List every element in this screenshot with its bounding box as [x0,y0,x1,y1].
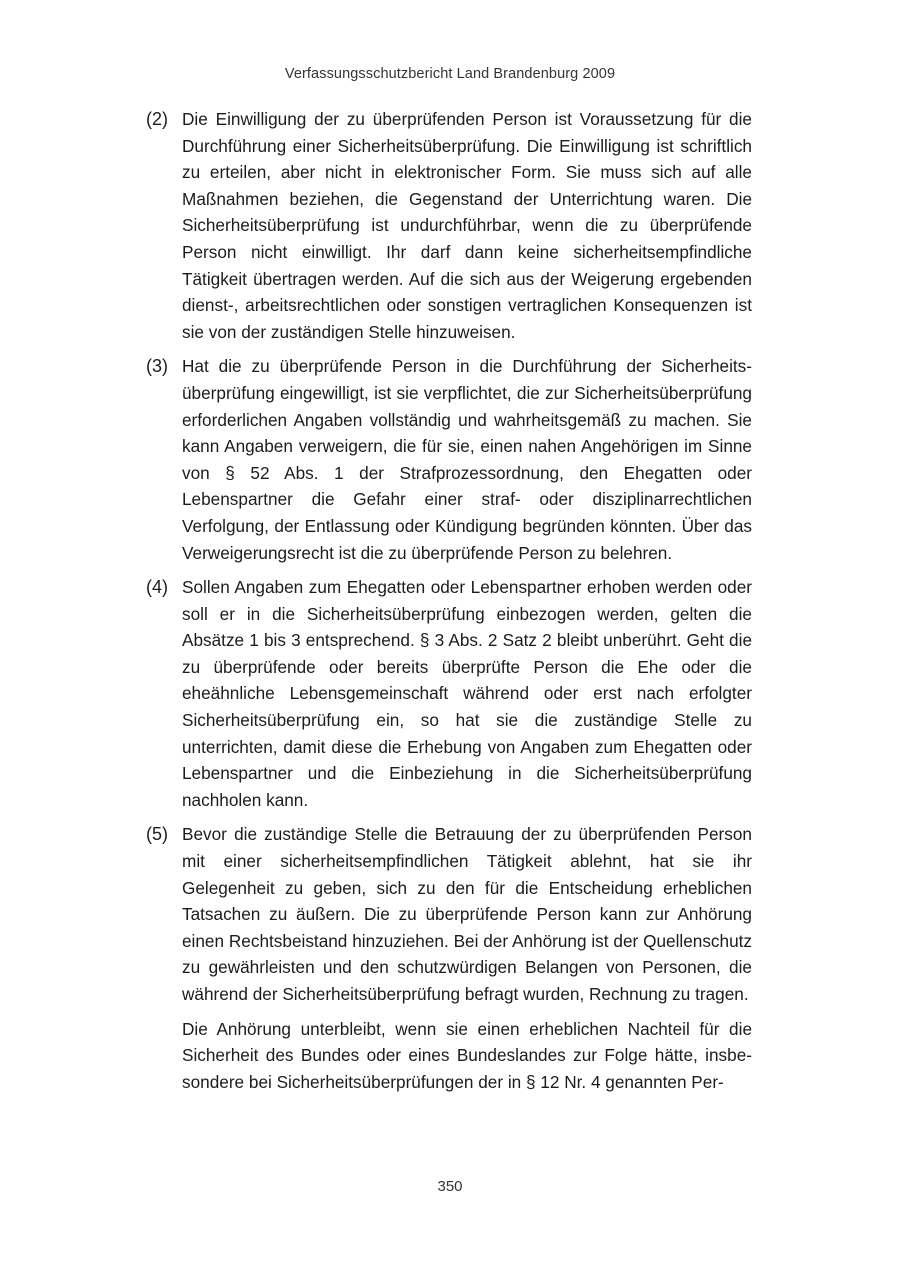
paragraph-text: Die Einwilligung der zu überprüfenden Person ist Voraussetzung für die Durchführung einer Sicherheitsüberprüfung. Die Einwilligung ist schriftlich zu erteilen, aber nicht in elektronischer Form. Sie muss sich auf alle Maßnahmen beziehen, die Gegenstand der Unterrichtung waren. Die Sicherheitsüberprüfung ist undurchführbar, wenn die zu überprüfende Person nicht einwilligt. Ihr darf dann keine sicherheitsempfindliche Tätigkeit übertragen werden. Auf die sich aus der Weigerung ergebenden dienst-, arbeitsrechtlichen oder sonstigen vertraglichen Konsequenzen ist sie von der zuständigen Stelle hinzuweisen. [182,109,752,342]
paragraph-number: (2) [146,109,168,129]
paragraph-number: (4) [146,577,168,598]
paragraph-number: (5) [146,824,168,845]
paragraph-5 [146,821,752,1007]
paragraph-text: Bevor die zuständige Stelle die Betrauung der zu überprüfenden Person mit einer sicherheitsempfindlichen Tätigkeit ablehnt, hat sie ihr Gelegenheit zu geben, sich zu den für die Entscheidung erheblichen Tatsachen zu äußern. Die zu überprüfende Person kann zur Anhörung einen Rechtsbeistand hinzuziehen. Bei der Anhörung ist der Quellenschutz zu gewährleisten und den schutzwürdigen Belangen von Personen, die während der Sicherheitsüberprüfung befragt wurden, Rechnung zu tragen. [182,824,752,1004]
paragraph-3 [146,353,752,566]
running-header: Verfassungsschutzbericht Land Brandenburg 2009 [284,66,616,82]
paragraph-text: Hat die zu überprüfende Person in die Durchführung der Sicherheitsüberprüfung eingewilligt, ist sie verpflichtet, die zur Sicherheitsüberprüfung erforderlichen Angaben vollständig und wahrheitsgemäß zu machen. Sie kann Angaben verweigern, die für sie, einen nahen Angehörigen im Sinne von § 52 Abs. 1 der Strafprozessordnung, den Ehegatten oder Lebenspartner die Gefahr einer straf- oder disziplinarrechtlichen Verfolgung, der Entlassung oder Kündigung begründen könnten. Über das Verweigerungsrecht ist die zu überprüfende Person zu belehren. [182,356,752,563]
paragraph-number: (3) [146,356,168,377]
paragraph-4 [146,574,752,813]
paragraph-5-continuation: Die Anhörung unterbleibt, wenn sie einen erheblichen Nachteil für die Sicherheit des Bundes oder eines Bundeslandes zur Folge hätte, insbesondere bei Sicherheitsüberprüfungen der in § 12 Nr. 4 genannten Per- [182,1018,752,1092]
document-body [146,106,752,1095]
paragraph-text: Sollen Angaben zum Ehegatten oder Lebenspartner erhoben werden oder soll er in die Sicherheitsüberprüfung einbezogen werden, gelten die Absätze 1 bis 3 entsprechend. § 3 Abs. 2 Satz 2 bleibt unberührt. Geht die zu überprüfende oder bereits überprüfte Person die Ehe oder die eheähnliche Lebensgemeinschaft während oder erst nach erfolgter Sicherheitsüberprüfung ein, so hat sie die zuständige Stelle zu unterrichten, damit diese die Erhebung von Angaben zum Ehegatten oder Lebenspartner und die Einbeziehung in die Sicherheitsüberprüfung nachholen kann. [182,577,752,810]
page-number: 350 [437,1178,463,1195]
paragraph-2 [146,106,752,345]
